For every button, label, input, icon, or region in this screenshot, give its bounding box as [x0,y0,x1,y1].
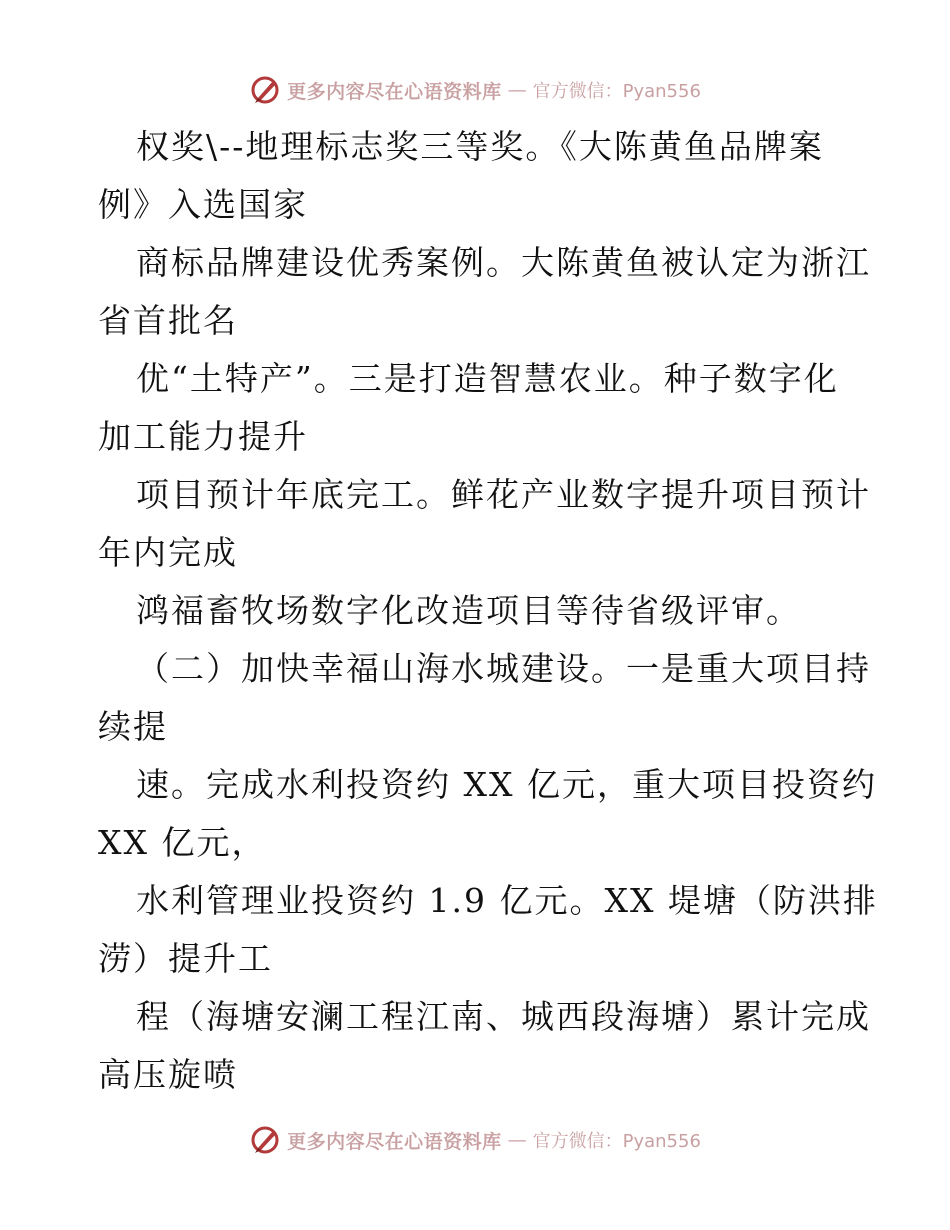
header-watermark [0,70,950,110]
watermark-contact: 官方微信：Pyan556 [532,81,701,102]
text-line: 加工能力提升 [98,417,308,456]
brush-circle-logo-icon [249,74,281,106]
text-line: 鸿福畜牧场数字化改造项目等待省级评审。 [136,591,801,630]
footer-watermark [0,1120,950,1160]
document-body [98,118,878,1104]
watermark-site-text: 更多内容尽在心语资料库 [287,1130,502,1153]
text-line: 速。完成水利投资约 XX 亿元，重大项目投资约 [136,765,877,804]
text-line: 年内完成 [98,533,238,572]
text-line: 商标品牌建设优秀案例。大陈黄鱼被认定为浙江 [136,243,871,282]
watermark-site-text: 更多内容尽在心语资料库 [287,80,502,103]
watermark-separator: — [507,79,527,101]
text-line: 权奖\--地理标志奖三等奖。《大陈黄鱼品牌案 [136,127,824,166]
watermark-separator: — [507,1129,527,1151]
text-line: 续提 [98,707,168,746]
watermark-contact: 官方微信：Pyan556 [532,1131,701,1152]
text-line: 程（海塘安澜工程江南、城西段海塘）累计完成 [136,997,871,1036]
text-line: （二）加快幸福山海水城建设。一是重大项目持 [136,649,871,688]
text-line: 例》入选国家 [98,185,308,224]
text-line: 涝）提升工 [98,939,273,978]
text-line: 省首批名 [98,301,238,340]
text-line: 优“土特产”。三是打造智慧农业。种子数字化 [136,359,839,398]
text-line: 项目预计年底完工。鲜花产业数字提升项目预计 [136,475,871,514]
brush-circle-logo-icon [249,1124,281,1156]
text-line: XX 亿元， [98,823,267,862]
text-line: 高压旋喷 [98,1055,238,1094]
text-line: 水利管理业投资约 1.9 亿元。XX 堤塘（防洪排 [136,881,878,920]
